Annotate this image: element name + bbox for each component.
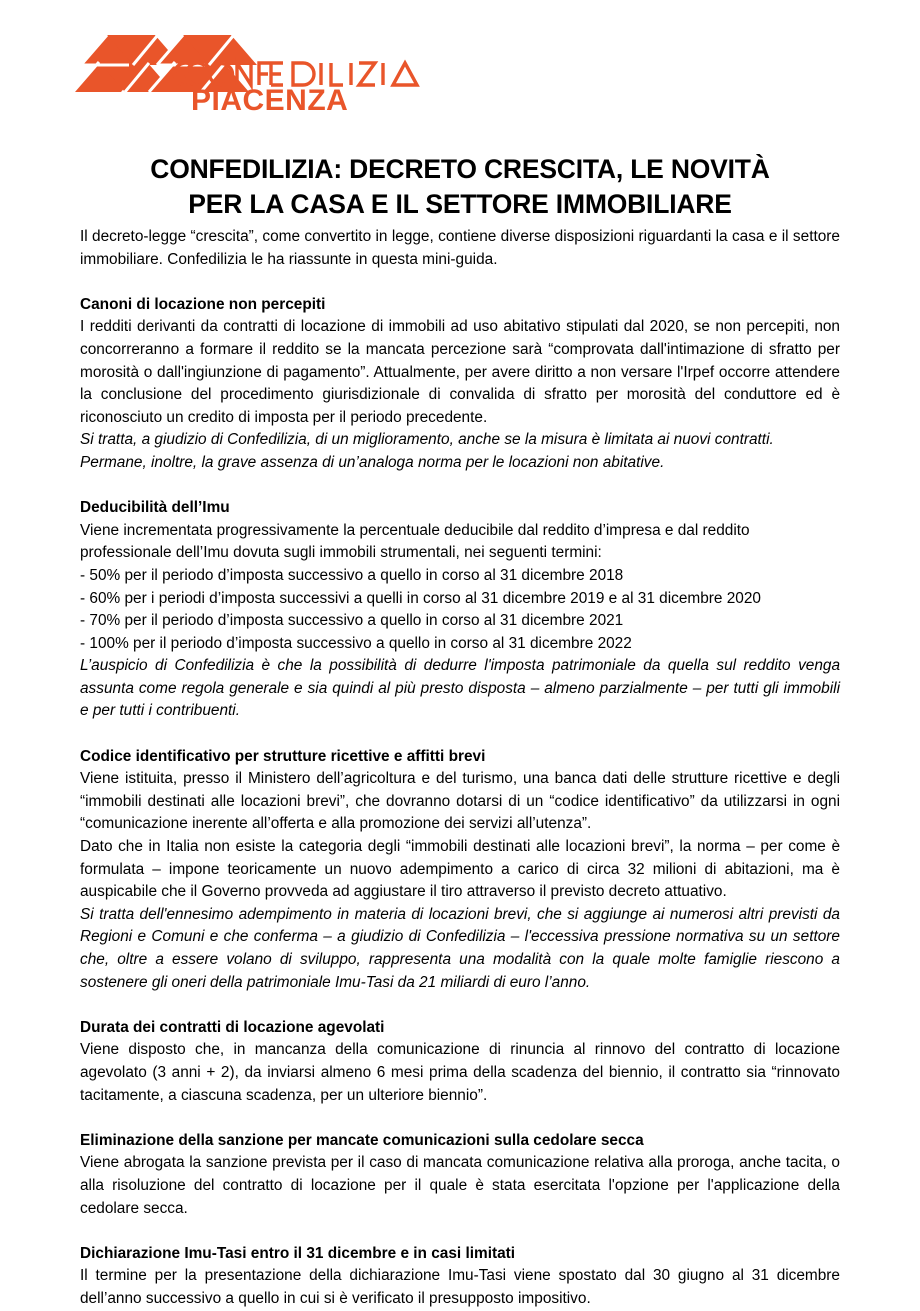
section-bullet-100: - 100% per il periodo d’imposta successivo a quello in corso al 31 dicembre 2022 (80, 634, 632, 652)
wordmark-piacenza: PIACENZA (191, 84, 349, 113)
wordmark-confedilizia (174, 63, 417, 85)
document-body (80, 226, 840, 1311)
spacer (80, 1107, 840, 1130)
page-title-line-1: CONFEDILIZIA: DECRETO CRESCITA, LE NOVITÀ (150, 153, 770, 184)
section-body-durata: Viene disposto che, in mancanza della comunicazione di rinuncia al rinnovo del contratto di locazione agevolato (3 anni + 2), da inviarsi almeno 6 mesi prima della scadenza del biennio, il contratto sia “rinnovato tacitamente, a ciascuna scadenza, per un ulteriore biennio”. (80, 1041, 840, 1104)
section-body-dichiarazione: Il termine per la presentazione della dichiarazione Imu-Tasi viene spostato dal 30 giugno al 31 dicembre dell’anno successivo a quello in cui si è verificato il presupposto impositivo. (80, 1267, 840, 1307)
spacer (80, 271, 840, 294)
section-heading-deducibilita: Deducibilità dell’Imu (80, 499, 230, 517)
page-title (80, 152, 840, 222)
section-bullet-70: - 70% per il periodo d’imposta successivo a quello in corso al 31 dicembre 2021 (80, 612, 624, 630)
section-heading-codice: Codice identificativo per strutture ricettive e affitti brevi (80, 747, 486, 765)
section-comment-codice: Si tratta dell'ennesimo adempimento in materia di locazioni brevi, che si aggiunge ai numerosi altri previsti da Regioni e Comuni e che conferma – a giudizio di Confedilizia – l'eccessiva pressione normativa su un settore che, oltre a essere volano di sviluppo, rappresenta una modalità con la quale molte famiglie riescono a sostenere gli oneri della patrimoniale Imu-Tasi da 21 miliardi di euro l’anno. (80, 905, 840, 991)
section-heading-canoni: Canoni di locazione non percepiti (80, 295, 326, 313)
section-bullet-60: - 60% per i periodi d’imposta successivi a quelli in corso al 31 dicembre 2019 e al 31 dicembre 2020 (80, 589, 761, 607)
logo-svg (45, 18, 445, 113)
section-body2-codice: Dato che in Italia non esiste la categoria degli “immobili destinati alle locazioni brevi”, la norma – per come è formulata – impone teoricamente un nuovo adempimento a carico di circa 32 milioni di abitazioni, ma è auspicabile che il Governo provveda ad aggiustare il tiro attraverso il previsto decreto attuativo. (80, 838, 840, 901)
section-comment-deducibilita: L’auspicio di Confedilizia è che la possibilità di dedurre l'imposta patrimoniale da quella sul reddito venga assunta come regola generale e sia quindi al più presto disposta – almeno parzialmente – per tutti gli immobili e per tutti i contribuenti. (80, 657, 840, 720)
section-body-deducibilita: Viene incrementata progressivamente la percentuale deducibile dal reddito d’impresa e dal reddito professionale dell’Imu dovuta sugli immobili strumentali, nei seguenti termini: (80, 521, 750, 562)
section-heading-durata: Durata dei contratti di locazione agevolati (80, 1018, 385, 1036)
confedilizia-piacenza-logo (45, 18, 445, 113)
section-bullet-50: - 50% per il periodo d’imposta successivo a quello in corso al 31 dicembre 2018 (80, 566, 624, 584)
section-heading-dichiarazione: Dichiarazione Imu-Tasi entro il 31 dicembre e in casi limitati (80, 1244, 516, 1262)
intro-paragraph: Il decreto-legge “crescita”, come convertito in legge, contiene diverse disposizioni riguardanti la casa e il settore immobiliare. Confedilizia le ha riassunte in questa mini-guida. (80, 228, 840, 268)
page-title-line-2: PER LA CASA E IL SETTORE IMMOBILIARE (188, 188, 732, 219)
section-heading-eliminazione: Eliminazione della sanzione per mancate comunicazioni sulla cedolare secca (80, 1131, 644, 1149)
spacer (80, 475, 840, 498)
spacer (80, 1220, 840, 1243)
section-body-codice: Viene istituita, presso il Ministero dell’agricoltura e del turismo, una banca dati delle strutture ricettive e degli “immobili destinati alle locazioni brevi”, che dovranno dotarsi di un “codice identificativo” da utilizzarsi in ogni “comunicazione inerente all’offerta e alla promozione dei servizi all’utenza”. (80, 770, 840, 833)
section-body-eliminazione: Viene abrogata la sanzione prevista per il caso di mancata comunicazione relativa alla proroga, anche tacita, o alla risoluzione del contratto di locazione per il quale è stata esercitata l'opzione per l'applicazione della cedolare secca. (80, 1154, 840, 1217)
spacer (80, 723, 840, 746)
spacer (80, 994, 840, 1017)
section-comment-canoni: Si tratta, a giudizio di Confedilizia, di un miglioramento, anche se la misura è limitata ai nuovi contratti. Permane, inoltre, la grave assenza di un’analoga norma per le locazioni non abitative. (80, 431, 774, 471)
section-body-canoni: I redditi derivanti da contratti di locazione di immobili ad uso abitativo stipulati dal 2020, se non percepiti, non concorreranno a formare il reddito se la mancata percezione sarà “comprovata dall'intimazione di sfratto per morosità o dall'ingiunzione di pagamento”. Attualmente, per avere diritto a non versare l'Irpef occorre attendere la conclusione del procedimento giurisdizionale di convalida di sfratto per morosità del conduttore ed è riconosciuto un credito di imposta per il periodo precedente. (80, 318, 840, 426)
